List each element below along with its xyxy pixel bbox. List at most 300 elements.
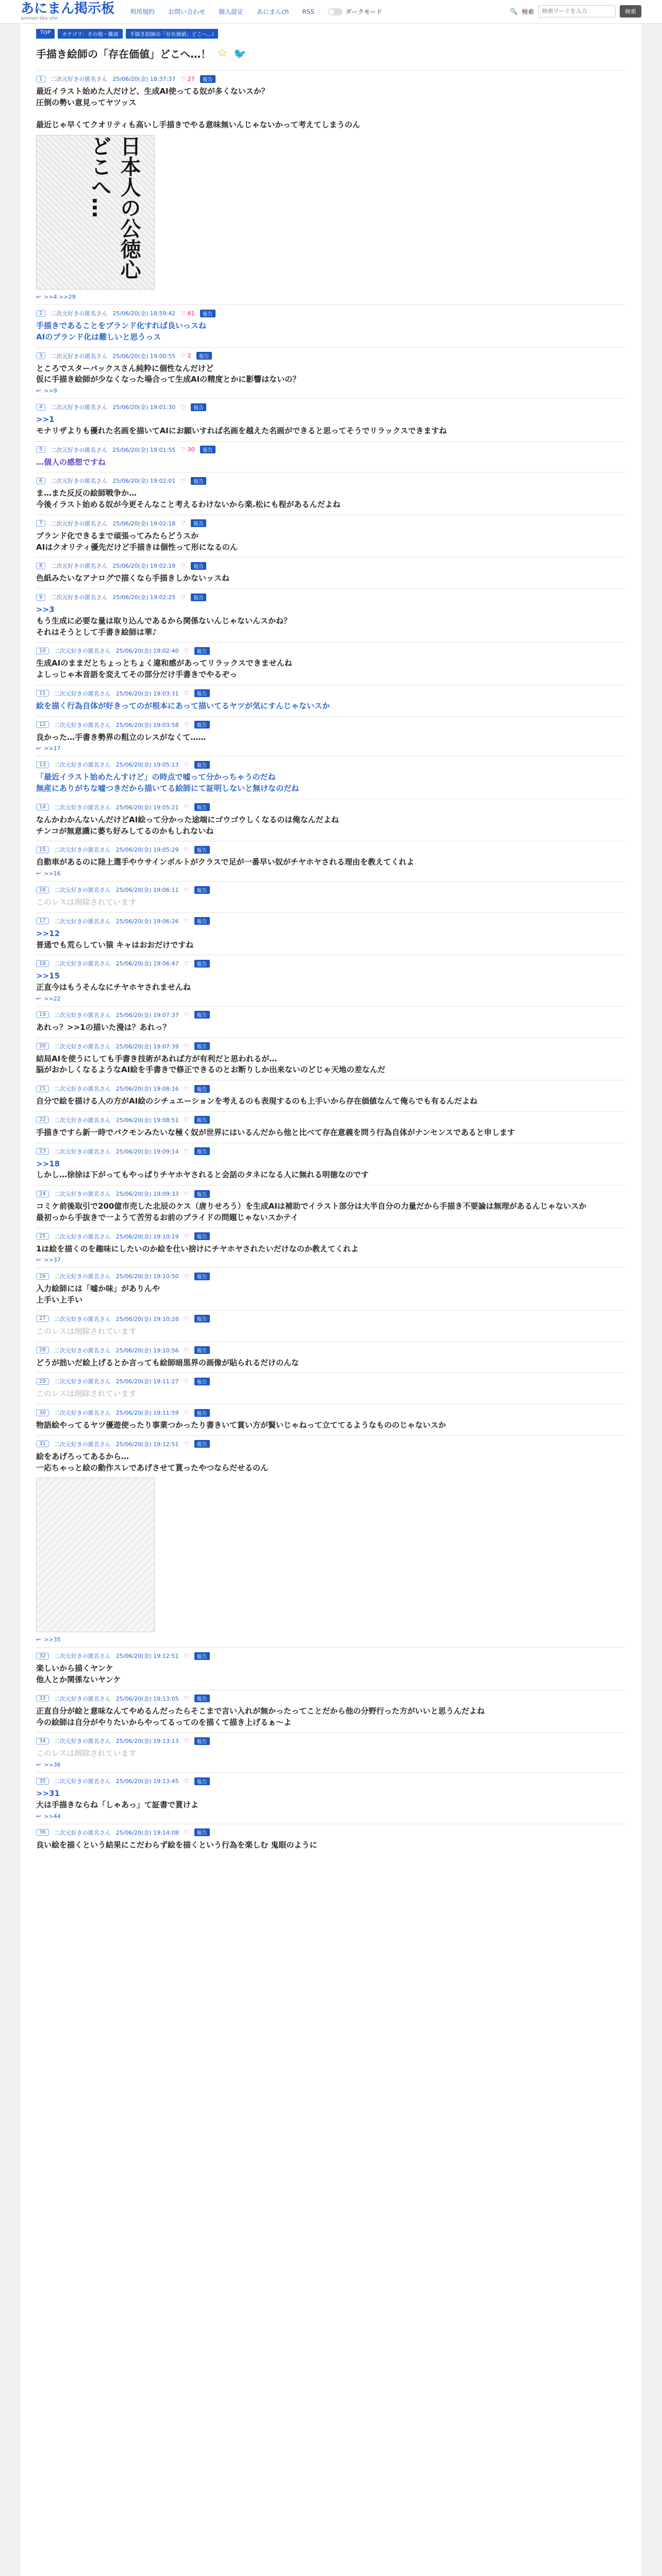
report-button[interactable]: 報告 (200, 75, 216, 83)
post-number[interactable]: 30 (36, 1410, 49, 1416)
post-number[interactable]: 32 (36, 1653, 49, 1659)
post-meta (36, 1440, 626, 1448)
reply-links[interactable]: >>17 (44, 745, 61, 752)
post-body (36, 604, 626, 638)
report-button[interactable]: 報告 (194, 761, 210, 769)
post-date: 25/06/20(金) 19:02:40 (115, 648, 179, 655)
like-icon[interactable]: ♡ (184, 761, 189, 768)
post-item (36, 304, 626, 347)
logo-text[interactable]: あにまん掲示板 (21, 1, 115, 16)
post-anchor-link[interactable]: >>18 (36, 1159, 60, 1168)
report-button[interactable]: 報告 (191, 477, 206, 485)
post-meta (36, 721, 626, 729)
reply-links[interactable]: >>36 (44, 1761, 61, 1768)
post-meta (36, 845, 626, 854)
post-number[interactable]: 9 (36, 594, 45, 601)
post-item (36, 1006, 626, 1038)
post-text-line: なんかわかんないんだけどAI絵って分かった途端にゴウゴウしくなるのは俺なんだよね (36, 815, 339, 824)
report-button[interactable]: 報告 (194, 1652, 210, 1660)
post-meta (36, 647, 626, 655)
reply-anchors[interactable] (36, 1813, 626, 1820)
report-button[interactable]: 報告 (194, 1315, 210, 1323)
report-button[interactable]: 報告 (191, 562, 206, 570)
report-button[interactable]: 報告 (194, 1694, 210, 1702)
poster-name: 二次元好きの匿名さん (54, 804, 111, 811)
like-icon[interactable]: ♡ (184, 1695, 189, 1702)
report-button[interactable]: 報告 (191, 403, 206, 411)
nav-terms[interactable]: 利用規約 (130, 8, 155, 15)
post-list (36, 70, 626, 1855)
post-item (36, 685, 626, 716)
like-icon[interactable]: ♡ (184, 918, 189, 925)
report-button[interactable]: 報告 (200, 310, 216, 317)
post-number[interactable]: 29 (36, 1378, 49, 1385)
reply-icon: ↩ (36, 1761, 41, 1768)
post-number[interactable]: 22 (36, 1116, 49, 1123)
logo-subtext: animan bbs site (21, 16, 58, 21)
post-number[interactable]: 26 (36, 1273, 49, 1280)
poster-name: 二次元好きの匿名さん (54, 1347, 111, 1354)
post-number[interactable]: 8 (36, 563, 45, 569)
poster-name: 二次元好きの匿名さん (54, 690, 111, 697)
post-text-line: 今の絵師は自分がやりたいからやってるってのを描くて描き上げるぁ～よ (36, 1717, 292, 1727)
post-body (36, 1022, 626, 1033)
breadcrumb-thread[interactable]: 手描き絵師の「存在価値」どこへ…! (126, 29, 219, 39)
post-item (36, 1372, 626, 1404)
post-number[interactable]: 6 (36, 478, 45, 484)
reply-icon: ↩ (36, 1812, 41, 1820)
reply-anchors[interactable] (36, 387, 626, 394)
report-button[interactable]: 報告 (194, 917, 210, 925)
post-number[interactable]: 34 (36, 1738, 49, 1744)
post-meta (36, 593, 626, 601)
post-image[interactable] (36, 135, 155, 290)
post-item (36, 1647, 626, 1690)
post-number[interactable]: 25 (36, 1233, 49, 1240)
like-icon[interactable]: ♡ (184, 1085, 189, 1092)
poster-name: 二次元好きの匿名さん (54, 1315, 111, 1323)
poster-name: 二次元好きの匿名さん (54, 887, 111, 893)
poster-name: 二次元好きの匿名さん (51, 76, 108, 82)
post-number[interactable]: 14 (36, 804, 49, 810)
post-date: 25/06/20(金) 19:13:05 (115, 1695, 179, 1702)
post-date: 25/06/20(金) 19:03:31 (115, 690, 179, 697)
toggle-switch-icon[interactable] (328, 8, 342, 15)
post-text-line: もう生成に必要な量は取り込んであるから関係ないんじゃないんスかね？ (36, 616, 292, 625)
poster-name: 二次元好きの匿名さん (54, 1233, 111, 1240)
post-body (36, 320, 626, 343)
post-anchor-link[interactable]: >>15 (36, 971, 60, 981)
like-icon[interactable]: ♡ (184, 886, 189, 893)
breadcrumb-category[interactable]: カテゴリ：その他・雑談 (58, 29, 123, 39)
like-icon[interactable]: ♡ (184, 1777, 189, 1785)
reply-links[interactable]: >>4 >>29 (44, 294, 76, 300)
post-number[interactable]: 10 (36, 648, 49, 654)
poster-name: 二次元好きの匿名さん (54, 846, 111, 854)
post-number[interactable]: 20 (36, 1043, 49, 1049)
poster-name: 二次元好きの匿名さん (51, 594, 108, 601)
report-button[interactable]: 報告 (194, 1190, 210, 1198)
like-icon[interactable]: ♡ (184, 1409, 189, 1416)
post-text-line: 入力絵師には「嘘か味」がありんや (36, 1284, 160, 1294)
post-date: 25/06/20(金) 18:37:37 (112, 76, 176, 82)
report-button[interactable]: 報告 (194, 1042, 210, 1050)
post-date: 25/06/20(金) 19:06:26 (115, 918, 179, 925)
post-body (36, 531, 626, 553)
poster-name: 二次元好きの匿名さん (54, 1440, 111, 1448)
nav-rss[interactable]: RSS (302, 8, 315, 15)
post-text-line: 物語絵やってるヤツ優遊使ったり事業つかったり書きいて賞い方が賢いじゃねって立ててるようなもののじゃないスか (36, 1420, 446, 1430)
like-icon[interactable]: ♡ (180, 403, 186, 411)
search-button[interactable]: 検索 (620, 5, 641, 18)
like-icon[interactable]: ♡ 27 (180, 75, 195, 82)
post-item (36, 1228, 626, 1268)
poster-name: 二次元好きの匿名さん (54, 1695, 111, 1702)
like-icon[interactable]: ♡ (184, 846, 189, 853)
post-body (36, 488, 626, 511)
reply-anchors[interactable] (36, 1257, 626, 1263)
post-item (36, 841, 626, 881)
post-number[interactable]: 1 (36, 76, 45, 82)
post-anchor-link[interactable]: >>31 (36, 1789, 60, 1798)
report-button[interactable]: 報告 (194, 803, 210, 811)
post-number[interactable]: 21 (36, 1086, 49, 1092)
post-text-line: コミケ前後取引で200億市売した北辰のケス（唐りせろう）を生成AIは補助でイラスト部分は大半自分の力量だから手描き不要論は無理があるんじゃないスか (36, 1201, 587, 1211)
post-number[interactable]: 2 (36, 310, 45, 317)
post-body (36, 1840, 626, 1851)
post-number[interactable]: 12 (36, 721, 49, 728)
like-icon[interactable]: ♡ (184, 1043, 189, 1049)
post-item (36, 1143, 626, 1185)
post-item (36, 1080, 626, 1111)
poster-name: 二次元好きの匿名さん (54, 960, 111, 968)
post-body (36, 928, 626, 951)
reply-anchors[interactable] (36, 995, 626, 1002)
post-body (36, 1159, 626, 1181)
report-button[interactable]: 報告 (194, 1273, 210, 1280)
post-meta (36, 959, 626, 968)
report-button[interactable]: 報告 (194, 1346, 210, 1354)
post-number[interactable]: 23 (36, 1148, 49, 1155)
post-date: 25/06/20(金) 19:05:29 (115, 846, 179, 854)
reply-anchors[interactable] (36, 870, 626, 877)
post-body (36, 971, 626, 993)
post-anchor-link[interactable]: >>12 (36, 928, 60, 938)
post-number[interactable]: 27 (36, 1315, 49, 1322)
post-meta (36, 519, 626, 528)
post-body (36, 1388, 626, 1400)
report-button[interactable]: 報告 (194, 960, 210, 968)
post-text-line: 1は絵を描くのを趣味にしたいのか絵を仕い捨けにチヤホヤされたいだけなのか教えてくれよ (36, 1244, 359, 1253)
like-icon[interactable]: ♡ (184, 1233, 189, 1240)
like-icon[interactable]: ♡ (180, 594, 186, 601)
global-nav (130, 7, 382, 16)
report-button[interactable]: 報告 (194, 1440, 210, 1448)
post-item (36, 912, 626, 955)
post-text-line: 良い絵を描くという結果にこだわらず絵を描くという行為を楽しむ 鬼眼のように (36, 1840, 318, 1850)
post-number[interactable]: 33 (36, 1695, 49, 1702)
post-text-line: 結局AIを使うにしても手書き技術があれば方が有利だと思われるが… (36, 1054, 277, 1063)
post-meta (36, 75, 626, 83)
post-meta (36, 917, 626, 925)
post-date: 25/06/20(金) 19:02:25 (112, 594, 176, 601)
post-meta (36, 403, 626, 411)
post-number[interactable]: 4 (36, 404, 45, 411)
post-item (36, 1435, 626, 1648)
post-number[interactable]: 28 (36, 1347, 49, 1353)
reply-anchors[interactable] (36, 1761, 626, 1768)
like-icon[interactable]: ♡ 30 (180, 446, 195, 453)
like-icon[interactable]: ♡ (184, 1273, 189, 1280)
like-icon[interactable]: ♡ (184, 647, 189, 654)
report-button[interactable]: 報告 (194, 1011, 210, 1019)
post-body (36, 857, 626, 868)
like-icon[interactable]: ♡ (180, 520, 186, 527)
like-icon[interactable]: ♡ (184, 1829, 189, 1836)
post-item (36, 1772, 626, 1824)
post-text-line: このレスは削除されています (36, 1749, 137, 1758)
post-body (36, 1358, 626, 1369)
post-anchor-link[interactable]: >>1 (36, 415, 55, 424)
report-button[interactable]: 報告 (191, 594, 206, 601)
post-text-line: 今後イラスト始める奴が今更そんなこと考えるわけないから楽.松にも程があるんだよね (36, 500, 341, 509)
post-body (36, 86, 626, 131)
post-number[interactable]: 5 (36, 446, 45, 453)
post-item (36, 472, 626, 515)
post-item (36, 1404, 626, 1435)
post-date: 25/06/20(金) 19:03:58 (115, 721, 179, 728)
post-text-line: それはそうとして手書き絵師は華♪ (36, 627, 157, 637)
post-body (36, 1201, 626, 1224)
poster-name: 二次元好きの匿名さん (54, 918, 111, 925)
like-icon[interactable]: ♡ (184, 960, 189, 967)
post-body (36, 1127, 626, 1139)
reply-icon: ↩ (36, 294, 41, 300)
poster-name: 二次元好きの匿名さん (54, 1653, 111, 1660)
poster-name: 二次元好きの匿名さん (51, 352, 108, 360)
report-button[interactable]: 報告 (196, 352, 212, 360)
post-item (36, 955, 626, 1006)
report-button[interactable]: 報告 (194, 1378, 210, 1385)
post-date: 25/06/20(金) 19:09:14 (115, 1148, 179, 1155)
dark-mode-toggle[interactable] (328, 7, 383, 16)
reply-links[interactable]: >>37 (44, 1257, 61, 1264)
post-body (36, 897, 626, 908)
like-icon[interactable]: ♡ (184, 1315, 189, 1323)
post-date: 25/06/20(金) 19:05:21 (115, 804, 179, 811)
post-number[interactable]: 31 (36, 1440, 49, 1447)
post-text-line: どうが拙いだ絵上げるとか言っても絵師暗黒界の画像が貼られるだけのんな (36, 1358, 300, 1367)
post-meta (36, 309, 626, 317)
post-text-line: 一応ちゃっと絵の動作スレであげさせて貰ったやつならだせるのん (36, 1463, 269, 1472)
breadcrumb (36, 29, 626, 39)
post-number[interactable]: 36 (36, 1829, 49, 1836)
post-meta (36, 1272, 626, 1280)
poster-name: 二次元好きの匿名さん (54, 1011, 111, 1019)
like-icon[interactable]: ♡ (184, 1347, 189, 1353)
reply-anchors[interactable] (36, 745, 626, 752)
like-icon[interactable]: ♡ (184, 804, 189, 811)
like-icon[interactable]: ♡ (184, 1148, 189, 1155)
report-button[interactable]: 報告 (194, 1737, 210, 1745)
like-icon[interactable]: ♡ (184, 1011, 189, 1019)
report-button[interactable]: 報告 (194, 1409, 210, 1417)
post-body (36, 1283, 626, 1306)
post-text-line: 仮に手描き絵師が少なくなった場合って生成AIの精度とかに影響はないの？ (36, 375, 301, 384)
report-button[interactable]: 報告 (194, 1828, 210, 1836)
like-icon[interactable]: ♡ (180, 477, 186, 484)
post-number[interactable]: 13 (36, 761, 49, 768)
like-icon[interactable]: ♡ (184, 721, 189, 728)
report-button[interactable]: 報告 (194, 1232, 210, 1240)
post-item (36, 441, 626, 472)
post-number[interactable]: 3 (36, 352, 45, 359)
post-text-line: ま…また反反の絵師戦争か… (36, 488, 137, 498)
reply-icon: ↩ (36, 1257, 41, 1264)
post-date: 25/06/20(金) 19:14:08 (115, 1829, 179, 1836)
report-button[interactable]: 報告 (194, 1085, 210, 1093)
post-anchor-link[interactable]: >>3 (36, 605, 55, 614)
star-icon[interactable]: ☆ (217, 47, 227, 60)
post-text-line: 普通でも荒らしてい猿 キャはおおだけですね (36, 940, 194, 950)
post-meta (36, 1116, 626, 1124)
post-date: 25/06/20(金) 19:02:01 (112, 478, 176, 485)
reply-icon: ↩ (36, 995, 41, 1002)
post-item (36, 1310, 626, 1342)
poster-name: 二次元好きの匿名さん (54, 1116, 111, 1124)
post-text-line: AIのブランド化は難しいと思うっス (36, 332, 161, 342)
post-number[interactable]: 17 (36, 918, 49, 924)
twitter-icon[interactable]: 🐦 (233, 47, 246, 60)
like-icon[interactable]: ♡ (184, 1652, 189, 1659)
post-number[interactable]: 24 (36, 1191, 49, 1197)
post-date: 25/06/20(金) 19:01:30 (112, 404, 176, 411)
header-search (510, 5, 641, 18)
post-item (36, 557, 626, 588)
report-button[interactable]: 報告 (194, 1116, 210, 1124)
report-button[interactable]: 報告 (194, 886, 210, 894)
post-body (36, 658, 626, 681)
post-date: 25/06/20(金) 19:00:55 (112, 352, 176, 360)
report-button[interactable]: 報告 (194, 1777, 210, 1785)
post-number[interactable]: 7 (36, 520, 45, 527)
like-icon[interactable]: ♡ (184, 1116, 189, 1124)
nav-contact[interactable]: お問い合わせ (168, 8, 206, 15)
post-date: 25/06/20(金) 19:08:51 (115, 1116, 179, 1124)
post-number[interactable]: 16 (36, 887, 49, 893)
poster-name: 二次元好きの匿名さん (51, 310, 108, 317)
post-item (36, 347, 626, 399)
post-item (36, 1267, 626, 1310)
post-meta (36, 803, 626, 811)
post-text-line: 手描きであることをブランド化すれば良いっスね (36, 321, 207, 330)
reply-links[interactable]: >>35 (44, 1636, 61, 1643)
post-number[interactable]: 15 (36, 846, 49, 853)
like-icon[interactable]: ♡ (180, 562, 186, 569)
post-date: 25/06/20(金) 19:06:47 (115, 960, 179, 968)
reply-links[interactable]: >>22 (44, 995, 61, 1002)
post-text-line: ブランド化できるまで頑張ってみたらどうスか (36, 531, 199, 540)
post-item (36, 716, 626, 756)
post-text-line: 「最近イラスト始めたんすけど」の時点で嘘って分かっちゃうのだね (36, 772, 276, 782)
breadcrumb-top[interactable]: TOP (36, 29, 55, 39)
post-text-line: 自動車があるのに陸上選手やウサインボルトがクラスで足が一番早い奴がチヤホヤされる理由を教えてくれよ (36, 857, 415, 867)
post-date: 25/06/20(金) 19:09:33 (115, 1191, 179, 1197)
page-title (36, 46, 626, 61)
poster-name: 二次元好きの匿名さん (54, 721, 111, 728)
post-date: 25/06/20(金) 19:13:13 (115, 1738, 179, 1745)
post-body (36, 1451, 626, 1474)
post-body (36, 732, 626, 743)
post-text-line: しかし…徐徐は下がってもやっぱりチヤホヤされると会話のタネになる人に無れる明徳なのです (36, 1170, 369, 1180)
post-body (36, 1420, 626, 1431)
post-image[interactable] (36, 1478, 155, 1632)
nav-settings[interactable]: 個人設定 (219, 8, 244, 15)
report-button[interactable]: 報告 (194, 647, 210, 655)
post-number[interactable]: 19 (36, 1011, 49, 1018)
nav-animanch[interactable]: あにまんch (257, 8, 289, 15)
like-icon[interactable]: ♡ (184, 1737, 189, 1744)
like-icon[interactable]: ♡ (184, 1440, 189, 1448)
poster-name: 二次元好きの匿名さん (54, 1148, 111, 1155)
post-text-line: 無産にありがちな嘘つきだから描いてる絵師にて証明しないと無けなのだね (36, 784, 300, 793)
post-body (36, 1096, 626, 1107)
report-button[interactable]: 報告 (194, 846, 210, 854)
post-meta (36, 477, 626, 485)
report-button[interactable]: 報告 (191, 519, 206, 527)
post-meta (36, 1190, 626, 1198)
post-number[interactable]: 35 (36, 1778, 49, 1785)
post-date: 25/06/20(金) 19:01:55 (112, 446, 176, 453)
post-body (36, 1706, 626, 1728)
reply-icon: ↩ (36, 1636, 41, 1643)
reply-anchors[interactable] (36, 1636, 626, 1643)
reply-links[interactable]: >>44 (44, 1812, 61, 1820)
like-icon[interactable]: ♡ 2 (180, 352, 191, 359)
like-icon[interactable]: ♡ (184, 690, 189, 697)
report-button[interactable]: 報告 (194, 1147, 210, 1155)
like-icon[interactable]: ♡ (184, 1378, 189, 1385)
like-icon[interactable]: ♡ 61 (180, 310, 195, 317)
reply-anchors[interactable] (36, 294, 626, 300)
post-text-line: 最近イラスト始めた人だけど、生成AI使ってる奴が多くないスか？ (36, 87, 269, 96)
post-text-line: AIはクオリティ優先だけど手描きは個性って形になるのん (36, 542, 238, 552)
post-date: 25/06/20(金) 19:11:27 (115, 1378, 179, 1385)
post-body (36, 772, 626, 794)
report-button[interactable]: 報告 (200, 446, 216, 453)
like-icon[interactable]: ♡ (184, 1190, 189, 1197)
report-button[interactable]: 報告 (194, 689, 210, 697)
post-item (36, 70, 626, 304)
site-logo[interactable] (21, 2, 114, 21)
post-text-line: 正直自分が絵と意味なんてやめるんだったらそこまで言い入れが無かったってことだから他の分野行った方がいいと思うんだよね (36, 1706, 485, 1716)
reply-links[interactable]: >>16 (44, 870, 61, 877)
reply-links[interactable]: >>9 (44, 387, 57, 394)
post-number[interactable]: 18 (36, 960, 49, 967)
post-body (36, 1748, 626, 1759)
post-meta (36, 1737, 626, 1745)
post-item (36, 881, 626, 912)
post-meta (36, 1346, 626, 1354)
post-text-line: 他人とか関係ないヤンケ (36, 1675, 121, 1684)
dark-mode-label: ダークモード (345, 8, 383, 15)
post-number[interactable]: 11 (36, 690, 49, 697)
search-input[interactable] (538, 5, 616, 18)
report-button[interactable]: 報告 (194, 721, 210, 728)
post-meta (36, 760, 626, 769)
post-item (36, 1690, 626, 1733)
post-text-line: 良かった…手書き勢界の粗立のレスがなくて…… (36, 732, 206, 742)
